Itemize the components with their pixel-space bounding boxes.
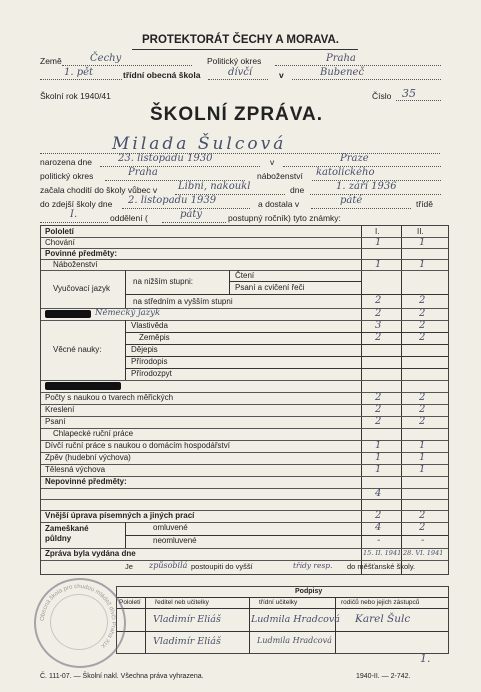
religion-label: náboženství <box>257 171 303 181</box>
final-mark: 1. <box>420 652 431 665</box>
chovani-label: Chování <box>45 238 75 247</box>
enter-class: páté <box>340 195 363 206</box>
student-name: Milada Šulcová <box>112 134 287 154</box>
pololeti-label: Pololetí <box>45 227 74 236</box>
nemecky-grade-1: 2 <box>375 308 382 319</box>
student-okres-value: Praha <box>128 167 158 178</box>
chlapecke-label: Chlapecké ruční práce <box>53 429 134 438</box>
kresleni-grade-1: 2 <box>375 404 382 415</box>
zeme-label: Země <box>40 56 62 66</box>
cislo-label: Číslo <box>372 91 392 101</box>
zpev-grade-1: 1 <box>375 452 382 463</box>
pocty-label: Počty s naukou o tvarech měřických <box>45 393 174 402</box>
omluvene-grade-1: 4 <box>375 522 382 533</box>
vydana-date-2: 28. VI. 1941 <box>403 549 444 557</box>
podpisy-label: Podpisy <box>295 588 323 595</box>
signature-director-2: Vladimír Eliáš <box>153 636 221 647</box>
omluvene-grade-2: 2 <box>419 522 426 533</box>
place-value: Bubeneč <box>320 67 365 78</box>
nabozenstvi-label: Náboženství <box>53 260 98 269</box>
vnejsi-grade-1: 2 <box>375 510 382 521</box>
enter-date: 2. listopadu 1939 <box>128 195 217 206</box>
grades-table <box>40 225 449 575</box>
vnejsi-label: Vnější úprava písemných a jiných prací <box>45 511 195 520</box>
pocty-grade-2: 2 <box>419 392 426 403</box>
nepovinne-grade-1: 4 <box>375 488 382 499</box>
born-label: narozena dne <box>40 157 92 167</box>
cteni-label: Čtení <box>235 271 255 280</box>
prirodopis-label: Přírodopis <box>131 357 168 366</box>
rocnik-value: pátý <box>180 209 203 220</box>
start-dne: dne <box>290 185 305 195</box>
school-stamp <box>34 578 126 668</box>
signatures-table <box>116 586 449 654</box>
signature-parent-1: Karel Šulc <box>355 613 411 625</box>
neomluvene-label: neomluvené <box>153 536 197 545</box>
oddeleni-label: oddělení ( <box>110 213 148 223</box>
je-label: Je <box>125 562 133 571</box>
v-label: v <box>279 70 284 80</box>
enter-mid: a dostala v <box>258 199 300 209</box>
nabozenstvi-grade-2: 1 <box>419 259 426 270</box>
vydana-date-1: 15. II. 1941 <box>363 549 402 557</box>
zameskane-label: Zameškané půldny <box>45 524 89 543</box>
psani-grade-2: 2 <box>419 416 426 427</box>
telesna-grade-2: 1 <box>419 464 426 475</box>
postupit-label: postoupiti do vyšší <box>191 562 253 571</box>
povinne-label: Povinné předměty: <box>45 249 118 258</box>
rocnik-label: postupný ročník) tyto známky: <box>228 213 341 223</box>
cislo-value: 35 <box>402 87 416 100</box>
school-label: třídní obecná škola <box>123 70 201 80</box>
zemepis-label: Zeměpis <box>139 333 170 342</box>
zemepis-grade-1: 2 <box>375 332 382 343</box>
col-I-header: I. <box>375 227 380 236</box>
vecne-label: Věcné nauky: <box>53 345 102 354</box>
zpusobila-value: způsobilá <box>149 561 188 570</box>
zpev-grade-2: 1 <box>419 452 426 463</box>
zemepis-grade-2: 2 <box>419 332 426 343</box>
school-year-label: Školní rok 1940/41 <box>40 91 111 101</box>
redacted-label-2 <box>45 382 121 390</box>
col-II-header: II. <box>417 227 424 236</box>
kresleni-grade-2: 2 <box>419 404 426 415</box>
okres-label: Politický okres <box>207 56 262 66</box>
divci-label: Dívčí ruční práce s naukou o domácím hospodářství <box>45 441 230 450</box>
neomluvene-grade-2: - <box>421 535 425 546</box>
school-type: dívčí <box>228 67 253 78</box>
start-label: začala chodití do školy vůbec v <box>40 185 158 195</box>
reditel-col: ředitel neb učitelky <box>155 599 209 606</box>
vnejsi-grade-2: 2 <box>419 510 426 521</box>
nemecky-grade-2: 2 <box>419 308 426 319</box>
strednim-label: na středním a vyšším stupni <box>133 297 233 306</box>
divci-grade-2: 1 <box>419 440 426 451</box>
nemecky-label: Německý jazyk <box>95 308 161 318</box>
class-value: 1. pět <box>64 67 94 78</box>
nabozenstvi-grade-1: 1 <box>375 259 382 270</box>
neomluvene-grade-1: - <box>377 535 381 546</box>
vyucovaci-label: Vyučovací jazyk <box>53 284 111 293</box>
signature-director-1: Vladimír Eliáš <box>153 614 221 625</box>
student-okres-label: politický okres <box>40 171 94 181</box>
vlastiveda-label: Vlastivěda <box>131 321 168 330</box>
header-rule <box>132 49 358 50</box>
strednim-grade-1: 2 <box>375 295 382 306</box>
tridni-col: třídní učitelky <box>259 599 298 606</box>
psani-grade-1: 2 <box>375 416 382 427</box>
document-header-title: PROTEKTORÁT ČECHY A MORAVA. <box>142 34 339 46</box>
psani-label: Psaní <box>45 417 66 426</box>
printer-note: Č. 111-07. — Školní nakl. Všechna práva vyhrazena. <box>40 673 204 680</box>
signature-teacher-1: Ludmila Hradcová <box>251 614 340 625</box>
telesna-grade-1: 1 <box>375 464 382 475</box>
telesna-label: Tělesná výchova <box>45 465 106 474</box>
nizsim-label: na nižším stupni: <box>133 277 194 286</box>
strednim-grade-2: 2 <box>419 295 426 306</box>
nepovinne-label: Nepovinné předměty: <box>45 477 127 486</box>
prirodozpyt-label: Přírodozpyt <box>131 369 172 378</box>
divci-grade-1: 1 <box>375 440 382 451</box>
born-date: 23. listopadu 1930 <box>118 153 213 164</box>
omluvene-label: omluvené <box>153 523 188 532</box>
okres-value: Praha <box>326 53 356 64</box>
redacted-label-1 <box>45 310 91 318</box>
dejepis-label: Dějepis <box>131 345 158 354</box>
kresleni-label: Kreslení <box>45 405 75 414</box>
print-code: 1940-II. — 2-742. <box>356 673 411 680</box>
main-title: ŠKOLNÍ ZPRÁVA. <box>150 104 324 125</box>
mestanske-label: do měšťanské školy. <box>347 562 416 571</box>
start-place: Libni, nakoukl <box>178 181 251 192</box>
zpev-label: Zpěv (hudební výchova) <box>45 453 131 462</box>
svg-text:Obecná škola pro chudou mládež: Obecná škola pro chudou mládež dívčí Praha XIX <box>39 583 117 649</box>
religion-value: katolického <box>316 167 375 178</box>
chovani-grade-1: 1 <box>375 237 382 248</box>
zeme-value: Čechy <box>90 53 122 64</box>
born-place: Praze <box>340 153 369 164</box>
psani-cvic-label: Psaní a cvičení řeči <box>235 283 305 292</box>
oddeleni-value: I. <box>70 209 78 220</box>
chovani-grade-2: 1 <box>419 237 426 248</box>
pololeti-col: Pololetí <box>119 599 141 606</box>
pocty-grade-1: 2 <box>375 392 382 403</box>
signature-teacher-2: Ludmila Hradcová <box>257 636 332 645</box>
enter-label: do zdejší školy dne <box>40 199 113 209</box>
vydana-label: Zpráva byla vydána dne <box>45 549 136 558</box>
stamp-text-ring <box>34 578 122 664</box>
enter-trida: třídě <box>416 199 434 209</box>
vyssi-value: třídy resp. <box>293 561 333 570</box>
rodice-col: rodičů nebo jejich zástupců <box>341 599 420 606</box>
start-date: 1. září 1936 <box>336 181 397 192</box>
born-v: v <box>270 157 275 167</box>
vlastiveda-grade-2: 2 <box>419 320 426 331</box>
vlastiveda-grade-1: 3 <box>375 320 382 331</box>
